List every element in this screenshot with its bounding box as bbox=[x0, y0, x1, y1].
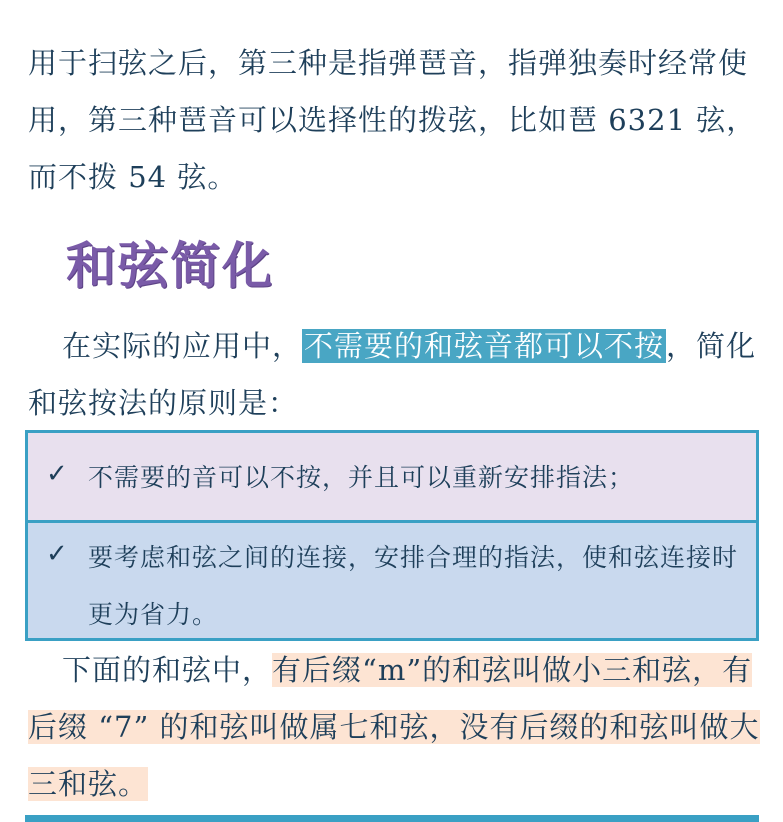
principle-item-text: 要考虑和弦之间的连接，安排合理的指法，使和弦连接时更为省力。 bbox=[88, 543, 739, 629]
principle-lead: 在实际的应用中， bbox=[62, 329, 303, 363]
chord-note-highlight: 有后缀“m”的和弦叫做小三和弦，有后缀 “7” 的和弦叫做属七和弦，没有后缀的和弦叫做大三和弦。 bbox=[28, 653, 760, 801]
next-box-border bbox=[25, 815, 759, 822]
principle-paragraph bbox=[28, 318, 763, 432]
check-icon: ✓ bbox=[46, 459, 68, 489]
section-heading: 和弦简化 bbox=[66, 237, 274, 295]
principle-item bbox=[28, 523, 756, 638]
principle-highlight: 不需要的和弦音都可以不按 bbox=[304, 329, 665, 363]
check-icon: ✓ bbox=[46, 539, 68, 569]
principle-item bbox=[28, 433, 756, 523]
chord-note-paragraph bbox=[28, 642, 763, 813]
intro-paragraph: 用于扫弦之后，第三种是指弹琶音，指弹独奏时经常使用，第三种琶音可以选择性的拨弦，比如琶 6321 弦，而不拨 54 弦。 bbox=[28, 46, 757, 194]
principle-item-text: 不需要的音可以不按，并且可以重新安排指法； bbox=[88, 463, 635, 492]
principle-tail: ，简化和弦按法的原则是： bbox=[28, 329, 757, 420]
chord-note-lead: 下面的和弦中， bbox=[62, 653, 273, 687]
principles-box bbox=[25, 430, 759, 641]
